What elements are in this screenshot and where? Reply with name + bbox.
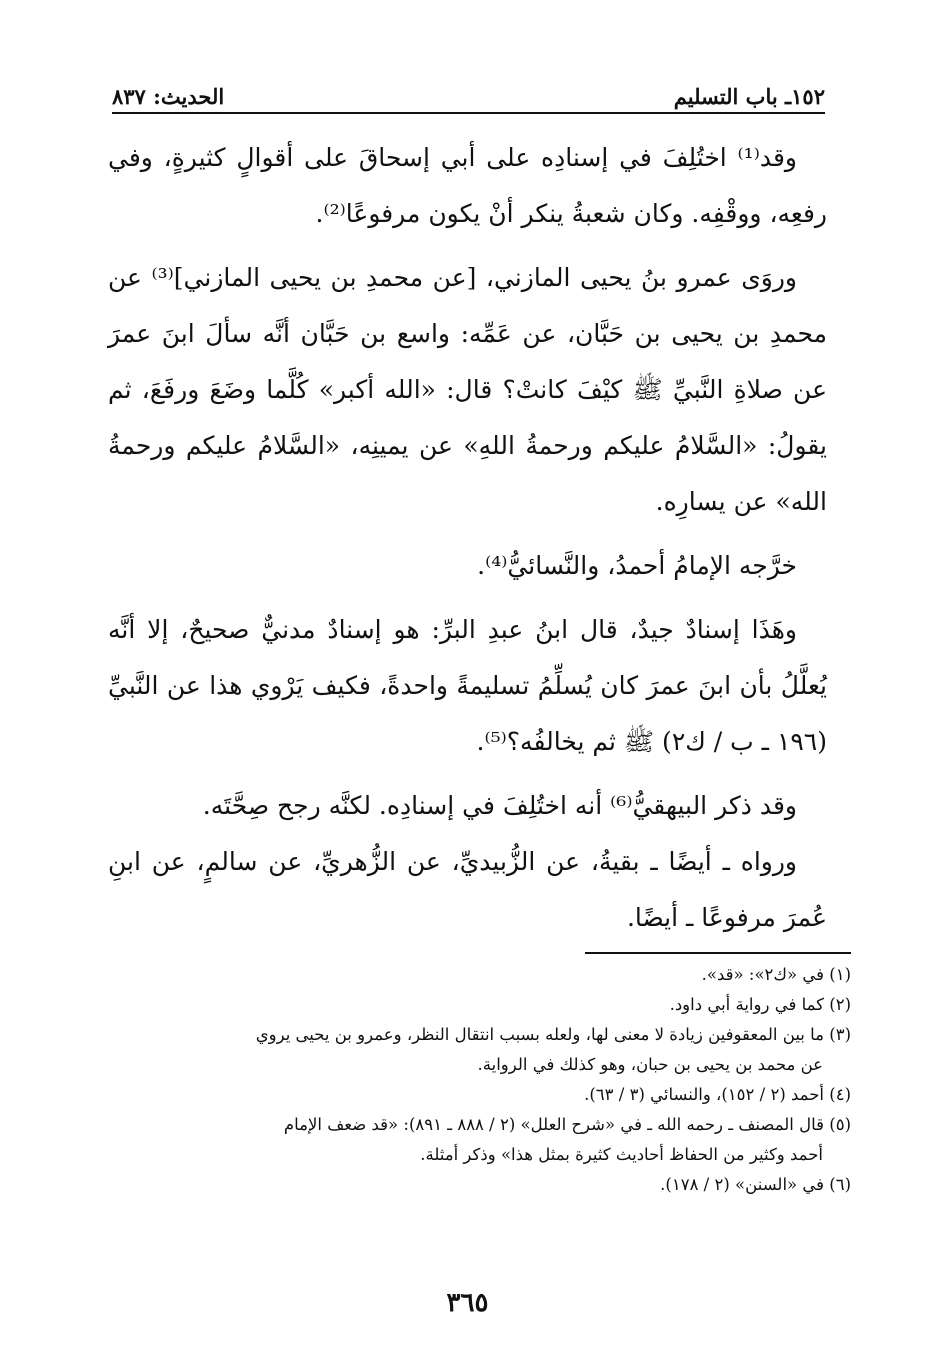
footnote-3: [112, 1020, 851, 1080]
footnotes: [112, 960, 851, 1200]
hadith-reference: الحديث: ٨٣٧: [112, 84, 225, 109]
footnote-5: [112, 1110, 851, 1170]
footnote-separator: [585, 952, 851, 954]
paragraph-6: ورواه ـ أيضًا ـ بقيةُ، عن الزُّبيديِّ، عن الزُّهريِّ، عن سالمٍ، عن ابنِ عُمرَ مرفوعًا ـ أيضًا.: [108, 847, 827, 932]
paragraph-4: وهَذَا إسنادٌ جيدٌ، قال ابنُ عبدِ البرِّ: هو إسنادٌ مدنيٌّ صحيحٌ، إلا أنَّه يُعلَّلُ بأن ابنَ عمرَ كان يُسلِّمُ تسليمةً واحدةً، فكيف يَرْوي هذا عن النَّبيِّ (١٩٦ ـ ب / ك٢) ﷺ ثم يخالفُه؟⁽⁵⁾.: [108, 615, 827, 756]
footnote-5-line-2: أحمد وكثير من الحفاظ أحاديث كثيرة بمثل هذا» وذكر أمثلة.: [420, 1145, 823, 1164]
paragraph-1: وقد⁽¹⁾ اختُلِفَ في إسنادِه على أبي إسحاقَ على أقوالٍ كثيرةٍ، وفي رفعِه، ووقْفِه. وكان شعبةُ ينكر أنْ يكون مرفوعًا⁽²⁾.: [108, 143, 827, 228]
page-number: ٣٦٥: [446, 1288, 489, 1318]
footnote-1: (١) في «ك٢»: «قد».: [701, 965, 851, 984]
paragraph-2: وروَى عمرو بنُ يحيى المازني، [عن محمدِ بن يحيى المازني]⁽³⁾ عن محمدِ بن يحيى بن حَبَّان، عن عَمِّه: واسع بن حَبَّان أنَّه سألَ ابنَ عمرَ عن صلاةِ النَّبيِّ ﷺ كيْفَ كانتْ؟ قال: «الله أكبر» كُلَّما وضَعَ ورفَعَ، ثم يقولُ: «السَّلامُ عليكم ورحمةُ اللهِ» عن يمينِه، «السَّلامُ عليكم ورحمةُ الله» عن يسارِه.: [108, 263, 827, 516]
chapter-title: ١٥٢ـ باب التسليم: [673, 84, 825, 109]
main-text: [108, 130, 827, 954]
footnote-3-line-1: (٣) ما بين المعقوفين زيادة لا معنى لها، ولعله بسبب انتقال النظر، وعمرو بن يحيى يروي: [255, 1025, 851, 1044]
paragraph-5: وقد ذكر البيهقيُّ⁽⁶⁾ أنه اختُلِفَ في إسنادِه. لكنَّه رجح صِحَّتَه.: [202, 791, 797, 820]
footnote-2: (٢) كما في رواية أبي داود.: [669, 995, 851, 1014]
footnote-6: (٦) في «السنن» (٢ / ١٧٨).: [660, 1175, 851, 1194]
footnote-5-line-1: (٥) قال المصنف ـ رحمه الله ـ في «شرح العلل» (٢ / ٨٨٨ ـ ٨٩١): «قد ضعف الإمام: [283, 1115, 851, 1134]
running-header: [112, 82, 825, 114]
footnote-4: (٤) أحمد (٢ / ١٥٢)، والنسائي (٣ / ٦٣).: [584, 1085, 851, 1104]
paragraph-3: خرَّجه الإمامُ أحمدُ، والنَّسائيُّ⁽⁴⁾.: [477, 551, 797, 580]
footnote-3-line-2: عن محمد بن يحيى بن حبان، وهو كذلك في الرواية.: [477, 1055, 823, 1074]
